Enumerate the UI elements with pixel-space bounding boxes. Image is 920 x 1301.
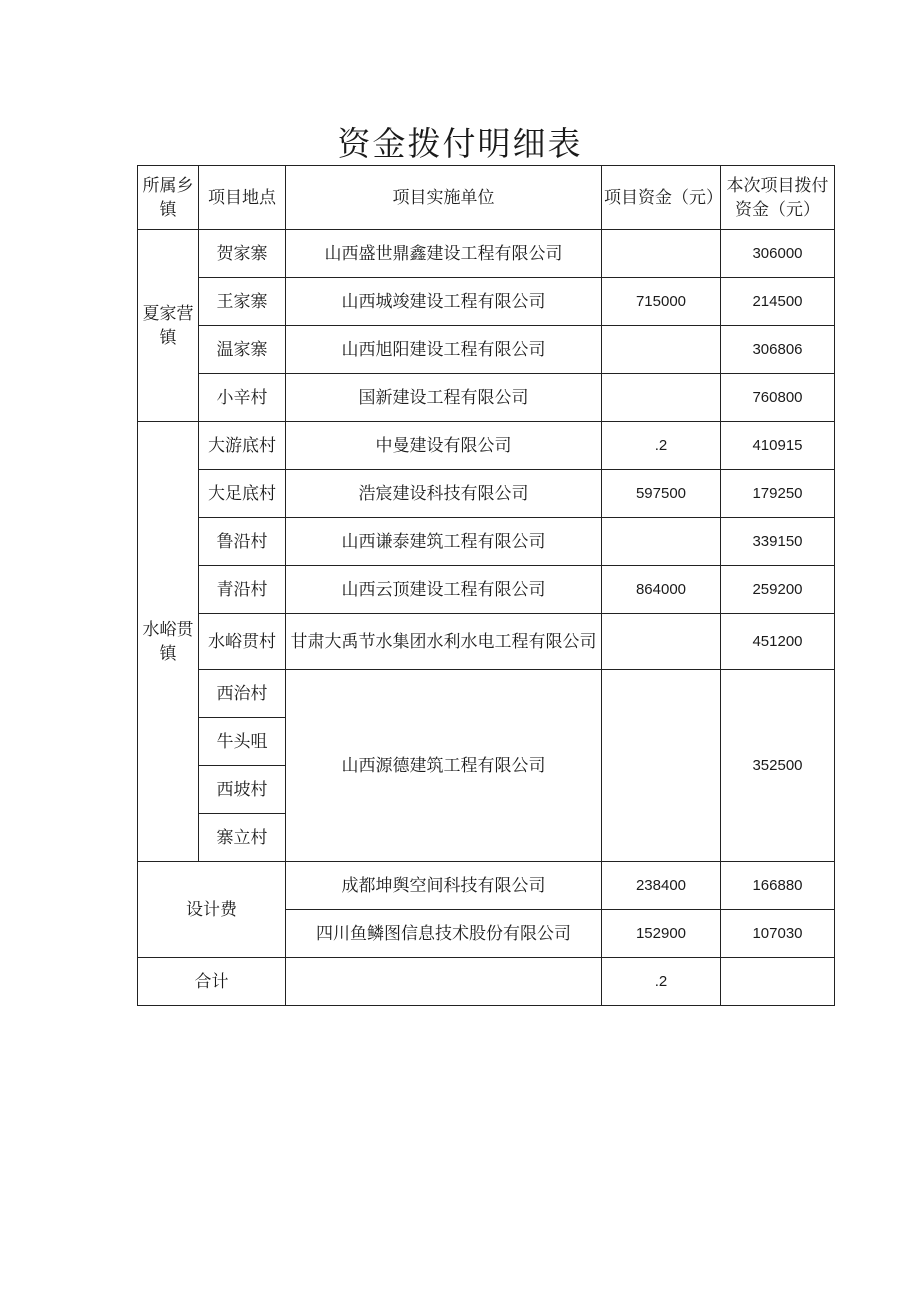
header-project-fund: 项目资金（元） <box>602 166 721 230</box>
project-fund-cell <box>602 326 721 374</box>
site-cell: 大游底村 <box>199 422 286 470</box>
table-row <box>138 518 835 566</box>
project-fund-cell: .2 <box>602 422 721 470</box>
project-fund-cell: 152900 <box>602 910 721 958</box>
unit-cell: 山西城竣建设工程有限公司 <box>286 278 602 326</box>
unit-cell: 山西源德建筑工程有限公司 <box>286 670 602 862</box>
disbursed-cell: 760800 <box>721 374 835 422</box>
disbursed-cell: 339150 <box>721 518 835 566</box>
site-cell: 寨立村 <box>199 814 286 862</box>
site-cell: 西坡村 <box>199 766 286 814</box>
table-row <box>138 374 835 422</box>
site-cell: 牛头咀 <box>199 718 286 766</box>
disbursed-cell: 107030 <box>721 910 835 958</box>
total-row <box>138 958 835 1006</box>
project-fund-cell <box>602 614 721 670</box>
table-row <box>138 862 835 910</box>
unit-cell: 国新建设工程有限公司 <box>286 374 602 422</box>
unit-cell: 中曼建设有限公司 <box>286 422 602 470</box>
project-fund-cell: 597500 <box>602 470 721 518</box>
site-cell: 温家寨 <box>199 326 286 374</box>
table-row <box>138 422 835 470</box>
unit-cell: 山西云顶建设工程有限公司 <box>286 566 602 614</box>
project-fund-cell <box>602 374 721 422</box>
site-cell: 西治村 <box>199 670 286 718</box>
total-project-fund: .2 <box>602 958 721 1006</box>
site-cell: 王家寨 <box>199 278 286 326</box>
site-cell: 贺家寨 <box>199 230 286 278</box>
site-cell: 青沿村 <box>199 566 286 614</box>
project-fund-cell <box>602 670 721 862</box>
unit-cell: 山西盛世鼎鑫建设工程有限公司 <box>286 230 602 278</box>
project-fund-cell <box>602 230 721 278</box>
table-row <box>138 470 835 518</box>
site-cell: 鲁沿村 <box>199 518 286 566</box>
page-title: 资金拨付明细表 <box>337 124 583 163</box>
disbursed-cell: 410915 <box>721 422 835 470</box>
site-cell: 水峪贯村 <box>199 614 286 670</box>
unit-cell: 四川鱼鳞图信息技术股份有限公司 <box>286 910 602 958</box>
site-cell: 小辛村 <box>199 374 286 422</box>
town-cell: 夏家营镇 <box>138 230 199 422</box>
header-unit: 项目实施单位 <box>286 166 602 230</box>
table-row <box>138 278 835 326</box>
disbursed-cell: 451200 <box>721 614 835 670</box>
unit-cell: 山西旭阳建设工程有限公司 <box>286 326 602 374</box>
disbursed-cell: 166880 <box>721 862 835 910</box>
site-cell: 大足底村 <box>199 470 286 518</box>
project-fund-cell: 715000 <box>602 278 721 326</box>
table-row <box>138 566 835 614</box>
design-fee-label: 设计费 <box>138 862 286 958</box>
unit-cell: 浩宸建设科技有限公司 <box>286 470 602 518</box>
project-fund-cell <box>602 518 721 566</box>
disbursed-cell: 352500 <box>721 670 835 862</box>
total-label: 合计 <box>138 958 286 1006</box>
town-cell: 水峪贯镇 <box>138 422 199 862</box>
table-row <box>138 614 835 670</box>
table-row <box>138 326 835 374</box>
disbursed-cell: 306000 <box>721 230 835 278</box>
disbursed-cell: 306806 <box>721 326 835 374</box>
header-town: 所属乡镇 <box>138 166 199 230</box>
fund-table <box>137 165 835 1006</box>
table-row <box>138 230 835 278</box>
project-fund-cell: 864000 <box>602 566 721 614</box>
header-row <box>138 166 835 230</box>
disbursed-cell: 179250 <box>721 470 835 518</box>
unit-cell: 成都坤舆空间科技有限公司 <box>286 862 602 910</box>
header-disbursed-fund: 本次项目拨付资金（元） <box>721 166 835 230</box>
unit-cell: 山西谦泰建筑工程有限公司 <box>286 518 602 566</box>
total-unit-cell <box>286 958 602 1006</box>
total-disbursed <box>721 958 835 1006</box>
table-row <box>138 670 835 718</box>
project-fund-cell: 238400 <box>602 862 721 910</box>
disbursed-cell: 259200 <box>721 566 835 614</box>
unit-cell: 甘肃大禹节水集团水利水电工程有限公司 <box>286 614 602 670</box>
disbursed-cell: 214500 <box>721 278 835 326</box>
header-site: 项目地点 <box>199 166 286 230</box>
